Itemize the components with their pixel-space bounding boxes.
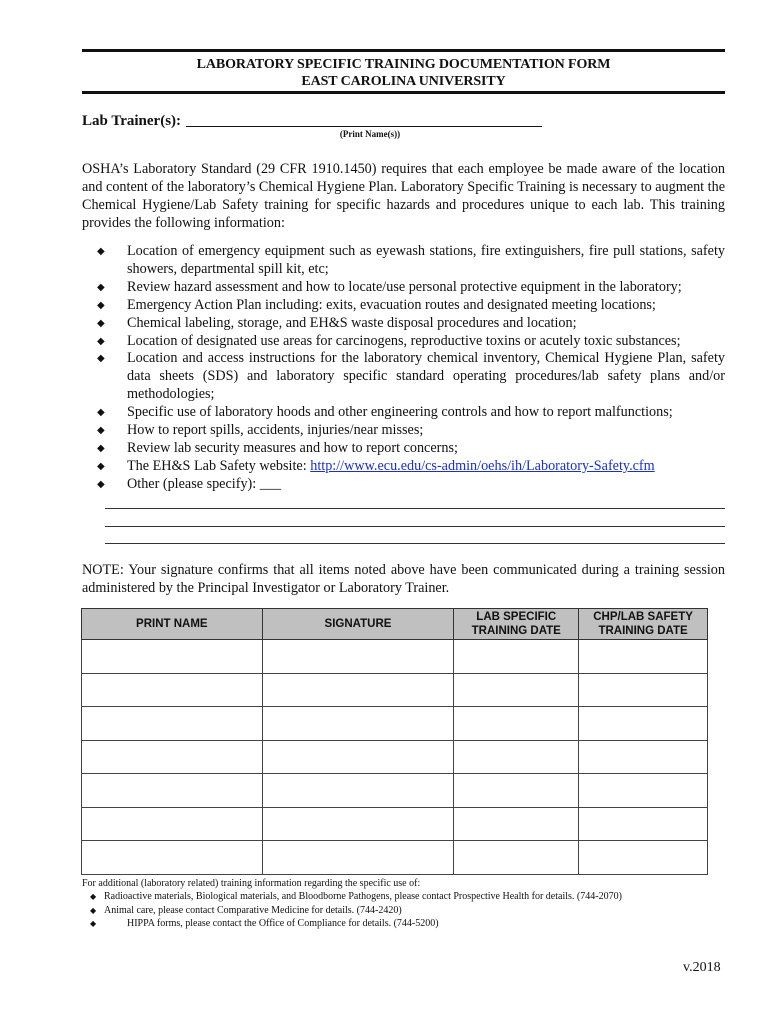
list-item: ◆ Location and access instructions for the laboratory chemical inventory, Chemical Hygiene Plan, safety data sheets (SDS) and laboratory specific standard operating procedures/lab safety plans and/or methodologies; [97,350,725,403]
print-names-caption: (Print Name(s)) [339,129,401,139]
intro-paragraph: OSHA’s Laboratory Standard (29 CFR 1910.1450) requires that each employee be made aware of the location and content of the laboratory’s Chemical Hygiene Plan. Laboratory Specific Training is necessary to augment the Chemical Hygiene/Lab Safety training for specific hazards and procedures unique to each lab. This training provides the following information: [82,161,725,231]
diamond-bullet-icon: ◆ [97,317,105,329]
other-specify-field[interactable]: Other (please specify): ___ [127,475,282,492]
list-item: ◆ Review hazard assessment and how to locate/use personal protective equipment in the laboratory; [97,278,682,295]
lab-date-cell[interactable] [454,774,579,808]
column-header-signature: SIGNATURE [262,609,454,640]
print-name-cell[interactable] [82,841,263,875]
list-item: ◆ Emergency Action Plan including: exits, evacuation routes and designated meeting locations; [97,296,656,313]
lab-date-cell[interactable] [454,707,579,741]
table-row [82,774,708,808]
table-row [82,740,708,774]
list-item: ◆ Specific use of laboratory hoods and other engineering controls and how to report malfunctions; [97,404,673,421]
other-specify-line-1[interactable] [105,508,725,509]
lab-date-cell[interactable] [454,673,579,707]
diamond-bullet-icon: ◆ [97,335,105,347]
list-item: ◆ Location of emergency equipment such as eyewash stations, fire extinguishers, fire pull stations, safety showers, departmental spill kit, etc; [97,243,725,277]
list-item-website: ◆ The EH&S Lab Safety website: http://www.ecu.edu/cs-admin/oehs/ih/Laboratory-Safety.cfm [97,457,655,474]
chp-date-cell[interactable] [579,640,708,674]
lab-date-cell[interactable] [454,841,579,875]
signature-cell[interactable] [262,707,454,741]
form-title: LABORATORY SPECIFIC TRAINING DOCUMENTATION FORM [196,57,611,72]
chp-date-cell[interactable] [579,740,708,774]
signature-note: NOTE: Your signature confirms that all items noted above have been communicated during a training session administered by the Principal Investigator or Laboratory Trainer. [82,562,725,596]
list-item-other [82,476,725,494]
additional-training-list [82,890,622,931]
list-item: ◆ Location of designated use areas for carcinogens, reproductive toxins or acutely toxic substances; [97,332,681,349]
diamond-bullet-icon: ◆ [90,892,97,901]
training-topics-list [82,243,725,494]
diamond-bullet-icon: ◆ [97,246,105,257]
lab-date-cell[interactable] [454,807,579,841]
additional-training-intro: For additional (laboratory related) training information regarding the specific use of: [82,878,421,889]
signature-cell[interactable] [262,807,454,841]
list-item: ◆ How to report spills, accidents, injuries/near misses; [97,422,424,439]
column-header-print-name: PRINT NAME [82,609,263,640]
print-name-cell[interactable] [82,774,263,808]
column-header-lab-specific-date: LAB SPECIFIC TRAINING DATE [454,609,579,640]
print-name-cell[interactable] [82,673,263,707]
table-row [82,707,708,741]
chp-date-cell[interactable] [579,774,708,808]
diamond-bullet-icon: ◆ [97,353,105,365]
diamond-bullet-icon: ◆ [90,905,97,915]
chp-date-cell[interactable] [579,807,708,841]
other-specify-line-3[interactable] [105,543,725,544]
lab-safety-website-link[interactable]: http://www.ecu.edu/cs-admin/oehs/ih/Laboratory-Safety.cfm [310,457,655,474]
lab-trainer-field[interactable] [186,126,542,127]
signature-cell[interactable] [262,640,454,674]
list-item: ◆ Animal care, please contact Comparative Medicine for details. (744-2420) [90,904,402,916]
chp-date-cell[interactable] [579,707,708,741]
diamond-bullet-icon: ◆ [90,919,97,928]
diamond-bullet-icon: ◆ [97,407,105,419]
lab-date-cell[interactable] [454,740,579,774]
signature-cell[interactable] [262,774,454,808]
diamond-bullet-icon: ◆ [97,460,105,472]
chp-date-cell[interactable] [579,673,708,707]
diamond-bullet-icon: ◆ [97,442,105,454]
print-name-cell[interactable] [82,807,263,841]
header-bottom-rule [82,91,725,94]
list-item: ◆ Review lab security measures and how to report concerns; [97,439,458,456]
signature-cell[interactable] [262,841,454,875]
signature-table [81,608,708,875]
other-specify-line-2[interactable] [105,526,725,527]
list-item: ◆ Chemical labeling, storage, and EH&S waste disposal procedures and location; [97,314,577,331]
signature-cell[interactable] [262,740,454,774]
list-item: ◆ HIPPA forms, please contact the Office of Compliance for details. (744-5200) [90,918,439,929]
table-row [82,673,708,707]
column-header-chp-date: CHP/LAB SAFETY TRAINING DATE [579,609,708,640]
chp-date-cell[interactable] [579,841,708,875]
lab-trainer-label: Lab Trainer(s): [82,113,182,129]
table-row [82,807,708,841]
diamond-bullet-icon: ◆ [97,425,105,437]
table-header-row [82,609,708,640]
lab-date-cell[interactable] [454,640,579,674]
university-name: EAST CAROLINA UNIVERSITY [301,74,506,89]
print-name-cell[interactable] [82,640,263,674]
header-top-rule [82,49,725,52]
table-row [82,640,708,674]
version-label: v.2018 [683,960,721,975]
print-name-cell[interactable] [82,707,263,741]
diamond-bullet-icon: ◆ [97,299,105,311]
list-item: ◆ Radioactive materials, Biological materials, and Bloodborne Pathogens, please contact Prospective Health for details. (744-2070) [90,891,622,902]
signature-cell[interactable] [262,673,454,707]
diamond-bullet-icon: ◆ [97,281,105,293]
print-name-cell[interactable] [82,740,263,774]
diamond-bullet-icon: ◆ [97,478,105,490]
table-row [82,841,708,875]
